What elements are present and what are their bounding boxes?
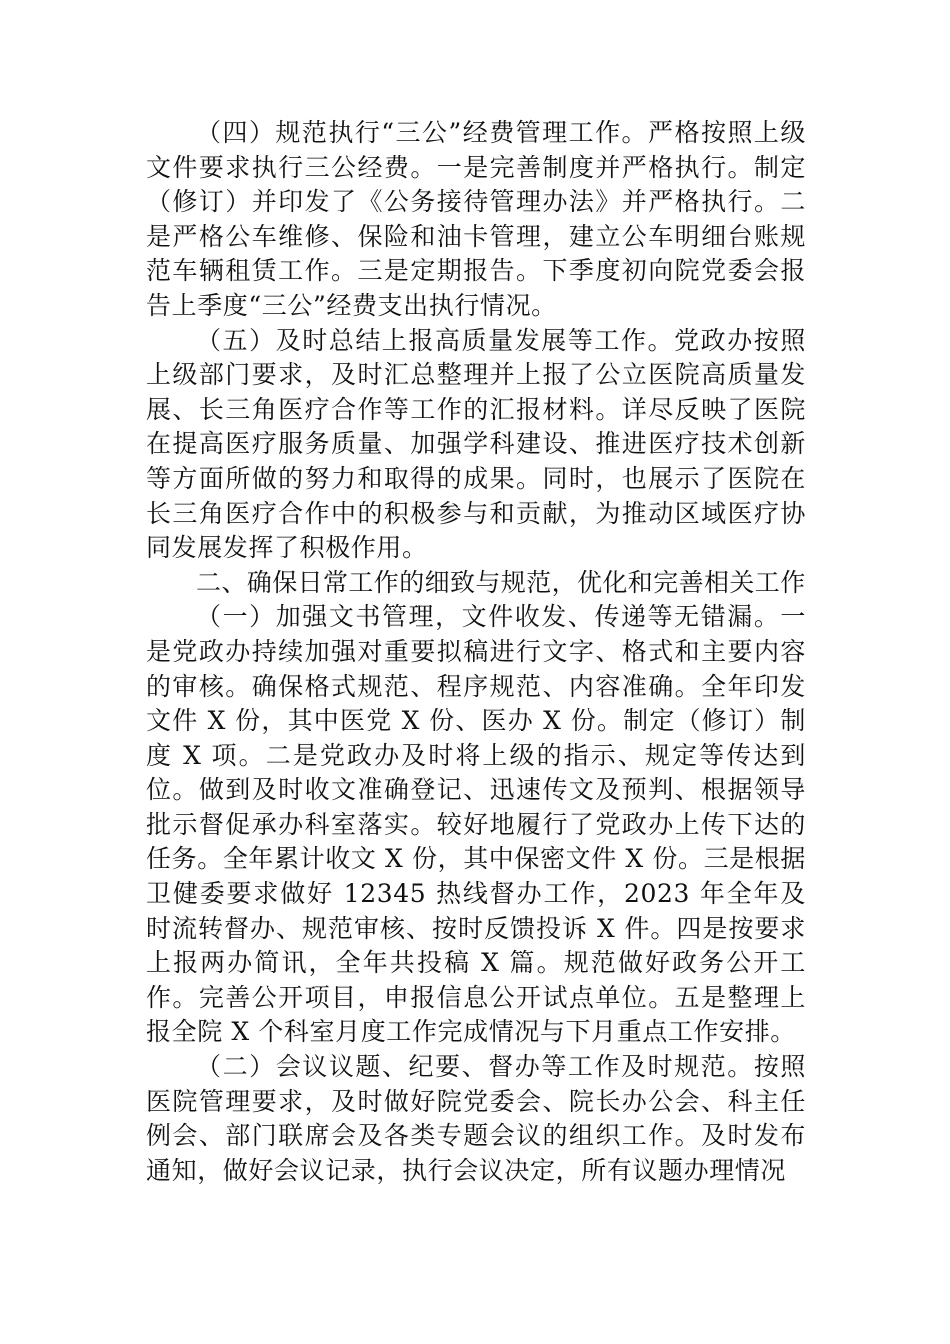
paragraph-five: [146, 324, 806, 566]
section-paragraph-one-lead: （一）加强文书管理，文件收发、传递等无错漏。: [196, 602, 781, 632]
section-paragraph-two-body: 按照医院管理要求，及时做好院党委会、院长办公会、科主任例会、部门联席会及各类专题会议的组织工作。及时发布通知，做好会议记录，执行会议决定，所有议题办理情况: [146, 1052, 806, 1185]
paragraph-five-body: 党政办按照上级部门要求，及时汇总整理并上报了公立医院高质量发展、长三角医疗合作等工作的汇报材料。详尽反映了医院在提高医疗服务质量、加强学科建设、推进医疗技术创新等方面所做的努力和取得的成果。同时，也展示了医院在长三角医疗合作中的积极参与和贡献，为推动区域医疗协同发展发挥了积极作用。: [146, 325, 806, 563]
paragraph-four-lead: （四）规范执行“三公”经费管理工作。: [196, 118, 649, 147]
paragraph-five-lead: （五）及时总结上报高质量发展等工作。: [196, 325, 675, 355]
section-paragraph-two-lead: （二）会议议题、纪要、督办等工作及时规范。: [196, 1052, 754, 1082]
paragraph-four: [146, 116, 806, 324]
section-paragraph-one: [146, 600, 806, 1050]
section-paragraph-two: [146, 1050, 806, 1188]
section-paragraph-one-body: 一是党政办持续加强对重要拟稿进行文字、格式和主要内容的审核。确保格式规范、程序规范、内容准确。全年印发文件 X 份，其中医党 X 份、医办 X 份。制定（修订）制度 X 项。二是党政办及时将上级的指示、规定等传达到位。做到及时收文准确登记、迅速传文及预判、根据领导批示督促承办科室落实。较好地履行了党政办上传下达的任务。全年累计收文 X 份，其中保密文件 X 份。三是根据卫健委要求做好 12345 热线督办工作，2023 年全年及时流转督办、规范审核、按时反馈投诉 X 件。四是按要求上报两办简讯，全年共投稿 X 篇。规范做好政务公开工作。完善公开项目，申报信息公开试点单位。五是整理上报全院 X 个科室月度工作完成情况与下月重点工作安排。: [146, 602, 806, 1047]
paragraph-four-body: 严格按照上级文件要求执行三公经费。一是完善制度并严格执行。制定（修订）并印发了《公务接待管理办法》并严格执行。二是严格公车维修、保险和油卡管理，建立公车明细台账规范车辆租赁工作。三是定期报告。下季度初向院党委会报告上季度“三公”经费支出执行情况。: [146, 118, 806, 320]
section-heading: 二、确保日常工作的细致与规范，优化和完善相关工作: [196, 567, 806, 597]
document-body: [146, 116, 806, 1188]
